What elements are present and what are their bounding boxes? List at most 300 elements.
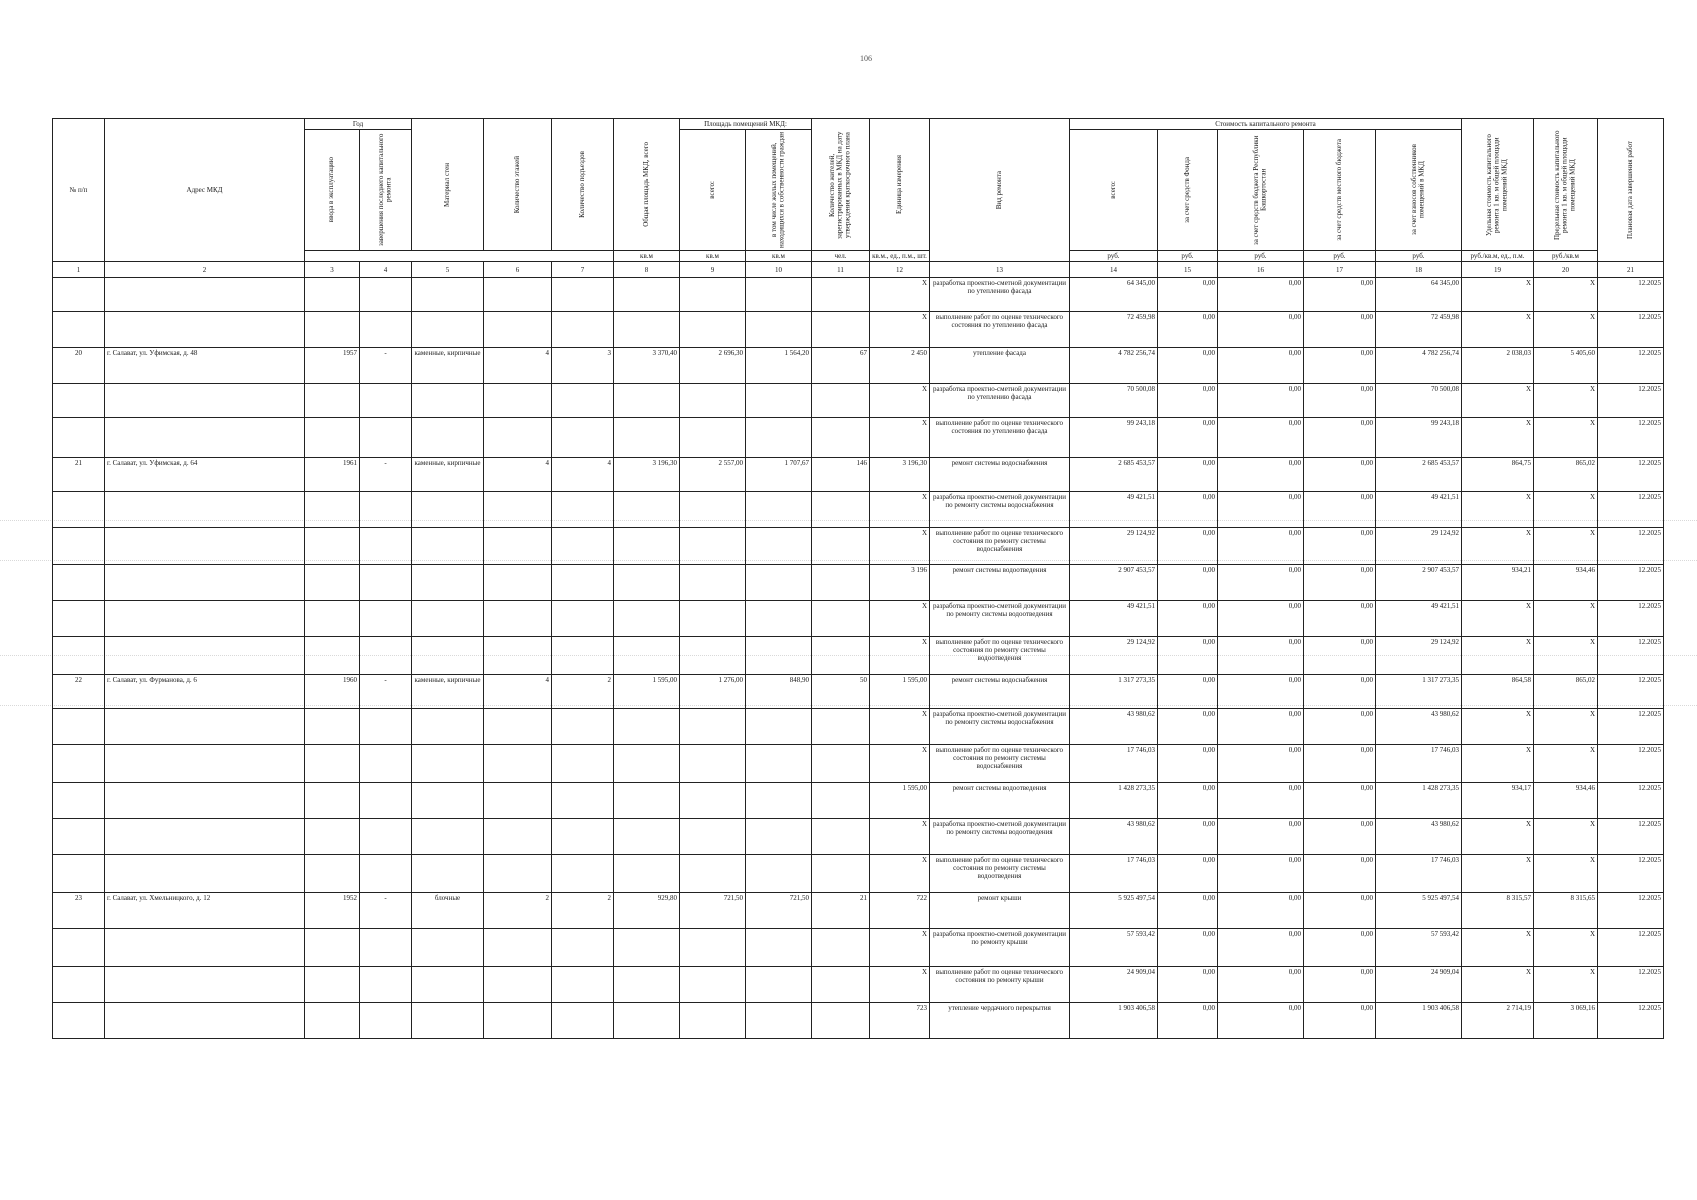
cost-owners-cell: 29 124,92 [1376, 528, 1462, 565]
wall-material-cell [412, 528, 484, 565]
floors-cell [484, 528, 552, 565]
year-built-cell [305, 384, 360, 418]
cost-fund-cell: 0,00 [1158, 458, 1218, 492]
premises-total-cell [680, 929, 746, 967]
deadline-cell: 12.2025 [1598, 528, 1664, 565]
wall-material-cell [412, 1003, 484, 1039]
cost-fund-cell: 0,00 [1158, 783, 1218, 819]
column-number: 9 [680, 262, 746, 278]
premises-total-cell [680, 601, 746, 637]
premises-total-cell [680, 528, 746, 565]
deadline-cell: 12.2025 [1598, 709, 1664, 745]
entrances-cell [552, 384, 614, 418]
year-built-cell: 1952 [305, 893, 360, 929]
column-number: 12 [870, 262, 930, 278]
residents-cell: 21 [812, 893, 870, 929]
unit-cell: руб. [1376, 251, 1462, 262]
total-area-cell [614, 601, 680, 637]
year-built-cell: 1957 [305, 348, 360, 384]
row-number: 22 [53, 675, 105, 709]
year-repair-cell [360, 929, 412, 967]
wall-material-cell: каменные, кирпичные [412, 675, 484, 709]
deadline-cell: 12.2025 [1598, 893, 1664, 929]
cost-republic-cell: 0,00 [1218, 565, 1304, 601]
residents-cell [812, 637, 870, 675]
residents-cell [812, 312, 870, 348]
year-repair-cell [360, 819, 412, 855]
deadline-cell: 12.2025 [1598, 348, 1664, 384]
row-number [53, 929, 105, 967]
premises-total-cell: 2 557,00 [680, 458, 746, 492]
cost-owners-cell: 17 746,03 [1376, 855, 1462, 893]
specific-cost-cell: X [1462, 601, 1534, 637]
cost-republic-cell: 0,00 [1218, 855, 1304, 893]
table-row [53, 709, 1664, 745]
entrances-cell [552, 528, 614, 565]
row-number [53, 1003, 105, 1039]
cost-owners-cell: 2 685 453,57 [1376, 458, 1462, 492]
specific-cost-cell: X [1462, 384, 1534, 418]
wall-material-cell [412, 278, 484, 312]
total-area-cell [614, 929, 680, 967]
wall-material-cell [412, 819, 484, 855]
table-row [53, 967, 1664, 1003]
unit-cell: руб. [1218, 251, 1304, 262]
work-type-cell: выполнение работ по оценке технического состояния по утеплению фасада [930, 418, 1070, 458]
total-area-cell [614, 745, 680, 783]
cost-owners-cell: 49 421,51 [1376, 601, 1462, 637]
header-floors: Количество этажей [484, 119, 552, 251]
year-built-cell [305, 929, 360, 967]
year-built-cell [305, 1003, 360, 1039]
row-number: 20 [53, 348, 105, 384]
table-row [53, 929, 1664, 967]
entrances-cell [552, 492, 614, 528]
column-number: 5 [412, 262, 484, 278]
address-cell [105, 819, 305, 855]
specific-cost-cell: 2 714,19 [1462, 1003, 1534, 1039]
max-cost-cell: 865,02 [1534, 675, 1598, 709]
cost-fund-cell: 0,00 [1158, 893, 1218, 929]
specific-cost-cell: 864,58 [1462, 675, 1534, 709]
column-number: 3 [305, 262, 360, 278]
total-area-cell [614, 819, 680, 855]
premises-contrib-cell [746, 492, 812, 528]
cost-local-cell: 0,00 [1304, 675, 1376, 709]
total-area-cell [614, 528, 680, 565]
cost-total-cell: 72 459,98 [1070, 312, 1158, 348]
wall-material-cell [412, 745, 484, 783]
wall-material-cell [412, 855, 484, 893]
total-area-cell [614, 855, 680, 893]
cost-total-cell: 43 980,62 [1070, 819, 1158, 855]
deadline-cell: 12.2025 [1598, 637, 1664, 675]
unit-cell: кв.м [746, 251, 812, 262]
year-repair-cell: - [360, 675, 412, 709]
max-cost-cell: X [1534, 967, 1598, 1003]
work-type-cell: ремонт системы водоснабжения [930, 458, 1070, 492]
year-repair-cell [360, 278, 412, 312]
year-repair-cell [360, 637, 412, 675]
header-local: за счет средств местного бюджета [1304, 130, 1376, 251]
max-cost-cell: X [1534, 384, 1598, 418]
column-number: 20 [1534, 262, 1598, 278]
premises-total-cell [680, 783, 746, 819]
year-built-cell [305, 967, 360, 1003]
premises-contrib-cell [746, 312, 812, 348]
work-type-cell: разработка проектно-сметной документации по ремонту системы водоснабжения [930, 709, 1070, 745]
floors-cell [484, 967, 552, 1003]
work-type-cell: ремонт крыши [930, 893, 1070, 929]
cost-republic-cell: 0,00 [1218, 492, 1304, 528]
row-number [53, 565, 105, 601]
header-year-last-repair: завершения последнего капитального ремонта [360, 130, 412, 251]
cost-total-cell: 5 925 497,54 [1070, 893, 1158, 929]
work-type-cell: разработка проектно-сметной документации по ремонту системы водоснабжения [930, 492, 1070, 528]
year-built-cell [305, 492, 360, 528]
cost-owners-cell: 1 428 273,35 [1376, 783, 1462, 819]
year-repair-cell [360, 312, 412, 348]
year-built-cell [305, 783, 360, 819]
cost-fund-cell: 0,00 [1158, 855, 1218, 893]
deadline-cell: 12.2025 [1598, 384, 1664, 418]
specific-cost-cell: 864,75 [1462, 458, 1534, 492]
unit-value-cell: 723 [870, 1003, 930, 1039]
table-row [53, 819, 1664, 855]
cost-owners-cell: 43 980,62 [1376, 819, 1462, 855]
cost-total-cell: 17 746,03 [1070, 855, 1158, 893]
entrances-cell [552, 418, 614, 458]
header-wall-material: Материал стен [412, 119, 484, 251]
max-cost-cell: X [1534, 819, 1598, 855]
floors-cell [484, 601, 552, 637]
work-type-cell: выполнение работ по оценке технического состояния по ремонту системы водоотведения [930, 855, 1070, 893]
column-number: 2 [105, 262, 305, 278]
cost-total-cell: 49 421,51 [1070, 601, 1158, 637]
specific-cost-cell: X [1462, 967, 1534, 1003]
total-area-cell: 929,80 [614, 893, 680, 929]
specific-cost-cell: X [1462, 528, 1534, 565]
max-cost-cell: X [1534, 278, 1598, 312]
specific-cost-cell: X [1462, 418, 1534, 458]
year-built-cell [305, 565, 360, 601]
address-cell: г. Салават, ул. Хмельницкого, д. 12 [105, 893, 305, 929]
entrances-cell [552, 745, 614, 783]
entrances-cell [552, 709, 614, 745]
entrances-cell [552, 783, 614, 819]
work-type-cell: выполнение работ по оценке технического состояния по ремонту крыши [930, 967, 1070, 1003]
cost-local-cell: 0,00 [1304, 565, 1376, 601]
address-cell [105, 929, 305, 967]
unit-value-cell: X [870, 929, 930, 967]
premises-total-cell [680, 709, 746, 745]
unit-value-cell: X [870, 312, 930, 348]
max-cost-cell: X [1534, 745, 1598, 783]
address-cell [105, 855, 305, 893]
year-repair-cell [360, 384, 412, 418]
year-repair-cell: - [360, 348, 412, 384]
total-area-cell [614, 637, 680, 675]
premises-contrib-cell: 721,50 [746, 893, 812, 929]
cost-republic-cell: 0,00 [1218, 819, 1304, 855]
total-area-cell [614, 312, 680, 348]
table-row [53, 528, 1664, 565]
entrances-cell: 2 [552, 675, 614, 709]
floors-cell [484, 855, 552, 893]
wall-material-cell [412, 709, 484, 745]
column-number: 16 [1218, 262, 1304, 278]
table-row [53, 601, 1664, 637]
row-number [53, 418, 105, 458]
unit-value-cell: X [870, 637, 930, 675]
year-built-cell [305, 601, 360, 637]
cost-total-cell: 29 124,92 [1070, 637, 1158, 675]
entrances-cell [552, 819, 614, 855]
address-cell: г. Салават, ул. Фурманова, д. 6 [105, 675, 305, 709]
premises-total-cell: 1 276,00 [680, 675, 746, 709]
total-area-cell: 3 196,30 [614, 458, 680, 492]
max-cost-cell: X [1534, 312, 1598, 348]
cost-owners-cell: 43 980,62 [1376, 709, 1462, 745]
work-type-cell: ремонт системы водоснабжения [930, 675, 1070, 709]
row-number [53, 278, 105, 312]
wall-material-cell: каменные, кирпичные [412, 458, 484, 492]
floors-cell [484, 312, 552, 348]
total-area-cell: 1 595,00 [614, 675, 680, 709]
unit-value-cell: X [870, 418, 930, 458]
unit-cell: чел. [812, 251, 870, 262]
premises-contrib-cell [746, 783, 812, 819]
year-built-cell: 1960 [305, 675, 360, 709]
unit-value-cell: 1 595,00 [870, 783, 930, 819]
premises-total-cell [680, 637, 746, 675]
cost-local-cell: 0,00 [1304, 709, 1376, 745]
entrances-cell [552, 312, 614, 348]
premises-total-cell [680, 745, 746, 783]
residents-cell [812, 384, 870, 418]
floors-cell: 4 [484, 348, 552, 384]
row-number [53, 601, 105, 637]
cost-local-cell: 0,00 [1304, 745, 1376, 783]
total-area-cell [614, 418, 680, 458]
entrances-cell: 2 [552, 893, 614, 929]
column-number: 1 [53, 262, 105, 278]
column-number: 8 [614, 262, 680, 278]
premises-contrib-cell [746, 745, 812, 783]
entrances-cell [552, 967, 614, 1003]
cost-republic-cell: 0,00 [1218, 418, 1304, 458]
unit-value-cell: X [870, 492, 930, 528]
unit-cell: руб. [1304, 251, 1376, 262]
deadline-cell: 12.2025 [1598, 565, 1664, 601]
column-number: 15 [1158, 262, 1218, 278]
max-cost-cell: 8 315,65 [1534, 893, 1598, 929]
work-type-cell: ремонт системы водоотведения [930, 783, 1070, 819]
address-cell [105, 312, 305, 348]
floors-cell [484, 1003, 552, 1039]
work-type-cell: разработка проектно-сметной документации по утеплению фасада [930, 278, 1070, 312]
max-cost-cell: X [1534, 709, 1598, 745]
cost-owners-cell: 4 782 256,74 [1376, 348, 1462, 384]
floors-cell [484, 418, 552, 458]
floors-cell [484, 492, 552, 528]
unit-value-cell: 3 196 [870, 565, 930, 601]
cost-total-cell: 1 428 273,35 [1070, 783, 1158, 819]
year-repair-cell [360, 709, 412, 745]
capital-repair-table [52, 118, 1664, 1039]
header-premises-contrib: в том числе жилых помещений, находящихся в собственности граждан [746, 130, 812, 251]
cost-total-cell: 70 500,08 [1070, 384, 1158, 418]
row-number [53, 819, 105, 855]
total-area-cell [614, 709, 680, 745]
address-cell: г. Салават, ул. Уфимская, д. 48 [105, 348, 305, 384]
cost-republic-cell: 0,00 [1218, 458, 1304, 492]
address-cell [105, 418, 305, 458]
cost-owners-cell: 49 421,51 [1376, 492, 1462, 528]
wall-material-cell [412, 783, 484, 819]
specific-cost-cell: 8 315,57 [1462, 893, 1534, 929]
unit-value-cell: 722 [870, 893, 930, 929]
cost-local-cell: 0,00 [1304, 278, 1376, 312]
premises-total-cell [680, 565, 746, 601]
specific-cost-cell: 2 038,03 [1462, 348, 1534, 384]
cost-republic-cell: 0,00 [1218, 637, 1304, 675]
header-year-built: ввода в эксплуатацию [305, 130, 360, 251]
cost-fund-cell: 0,00 [1158, 967, 1218, 1003]
header-cost-group: Стоимость капитального ремонта [1070, 119, 1462, 130]
cost-republic-cell: 0,00 [1218, 675, 1304, 709]
floors-cell [484, 565, 552, 601]
column-number: 21 [1598, 262, 1664, 278]
cost-total-cell: 2 907 453,57 [1070, 565, 1158, 601]
cost-total-cell: 64 345,00 [1070, 278, 1158, 312]
premises-total-cell: 2 696,30 [680, 348, 746, 384]
unit-cell: руб. [1158, 251, 1218, 262]
cost-owners-cell: 57 593,42 [1376, 929, 1462, 967]
cost-local-cell: 0,00 [1304, 492, 1376, 528]
unit-value-cell: X [870, 967, 930, 1003]
premises-contrib-cell [746, 929, 812, 967]
row-number [53, 528, 105, 565]
entrances-cell [552, 637, 614, 675]
cost-owners-cell: 64 345,00 [1376, 278, 1462, 312]
row-number [53, 967, 105, 1003]
residents-cell [812, 745, 870, 783]
row-number [53, 783, 105, 819]
premises-contrib-cell [746, 528, 812, 565]
unit-value-cell: X [870, 601, 930, 637]
wall-material-cell: блочные [412, 893, 484, 929]
cost-owners-cell: 72 459,98 [1376, 312, 1462, 348]
cost-local-cell: 0,00 [1304, 528, 1376, 565]
year-repair-cell [360, 783, 412, 819]
cost-local-cell: 0,00 [1304, 637, 1376, 675]
unit-value-cell: X [870, 278, 930, 312]
cost-republic-cell: 0,00 [1218, 601, 1304, 637]
max-cost-cell: 865,02 [1534, 458, 1598, 492]
cost-fund-cell: 0,00 [1158, 384, 1218, 418]
column-number: 14 [1070, 262, 1158, 278]
cost-local-cell: 0,00 [1304, 819, 1376, 855]
address-cell [105, 601, 305, 637]
table-row [53, 637, 1664, 675]
page-number: 106 [860, 54, 872, 63]
specific-cost-cell: X [1462, 929, 1534, 967]
cost-fund-cell: 0,00 [1158, 492, 1218, 528]
total-area-cell [614, 783, 680, 819]
row-number [53, 637, 105, 675]
cost-fund-cell: 0,00 [1158, 348, 1218, 384]
cost-local-cell: 0,00 [1304, 458, 1376, 492]
work-type-cell: разработка проектно-сметной документации по ремонту системы водоотведения [930, 601, 1070, 637]
header-num: № п/п [53, 119, 105, 262]
year-built-cell [305, 855, 360, 893]
premises-total-cell: 721,50 [680, 893, 746, 929]
specific-cost-cell: X [1462, 709, 1534, 745]
address-cell [105, 278, 305, 312]
row-number: 23 [53, 893, 105, 929]
total-area-cell [614, 492, 680, 528]
address-cell [105, 637, 305, 675]
premises-total-cell [680, 967, 746, 1003]
residents-cell [812, 783, 870, 819]
header-residents: Количество жителей, зарегистрированных в МКД на дату утверждения краткосрочного плана [812, 119, 870, 251]
residents-cell: 67 [812, 348, 870, 384]
year-built-cell [305, 278, 360, 312]
premises-contrib-cell [746, 967, 812, 1003]
unit-cell: руб./кв.м, ед., п.м. [1462, 251, 1534, 262]
cost-total-cell: 24 909,04 [1070, 967, 1158, 1003]
work-type-cell: ремонт системы водоотведения [930, 565, 1070, 601]
cost-local-cell: 0,00 [1304, 855, 1376, 893]
premises-total-cell [680, 855, 746, 893]
entrances-cell: 4 [552, 458, 614, 492]
max-cost-cell: 5 405,60 [1534, 348, 1598, 384]
header-total-area: Общая площадь МКД, всего [614, 119, 680, 251]
premises-contrib-cell: 1 707,67 [746, 458, 812, 492]
cost-total-cell: 2 685 453,57 [1070, 458, 1158, 492]
cost-fund-cell: 0,00 [1158, 819, 1218, 855]
wall-material-cell [412, 637, 484, 675]
year-repair-cell: - [360, 458, 412, 492]
wall-material-cell [412, 929, 484, 967]
premises-total-cell [680, 384, 746, 418]
wall-material-cell [412, 418, 484, 458]
work-type-cell: разработка проектно-сметной документации по утеплению фасада [930, 384, 1070, 418]
cost-owners-cell: 24 909,04 [1376, 967, 1462, 1003]
row-number [53, 855, 105, 893]
column-number: 7 [552, 262, 614, 278]
cost-fund-cell: 0,00 [1158, 675, 1218, 709]
header-fund: за счет средств Фонда [1158, 130, 1218, 251]
header-work-type: Вид ремонта [930, 119, 1070, 262]
cost-republic-cell: 0,00 [1218, 967, 1304, 1003]
year-built-cell [305, 637, 360, 675]
max-cost-cell: 3 069,16 [1534, 1003, 1598, 1039]
table-row [53, 675, 1664, 709]
cost-fund-cell: 0,00 [1158, 1003, 1218, 1039]
entrances-cell [552, 855, 614, 893]
unit-cell: кв.м [680, 251, 746, 262]
year-built-cell: 1961 [305, 458, 360, 492]
residents-cell [812, 709, 870, 745]
premises-total-cell [680, 1003, 746, 1039]
row-number [53, 745, 105, 783]
cost-republic-cell: 0,00 [1218, 528, 1304, 565]
cost-owners-cell: 5 925 497,54 [1376, 893, 1462, 929]
address-cell [105, 967, 305, 1003]
row-number [53, 709, 105, 745]
